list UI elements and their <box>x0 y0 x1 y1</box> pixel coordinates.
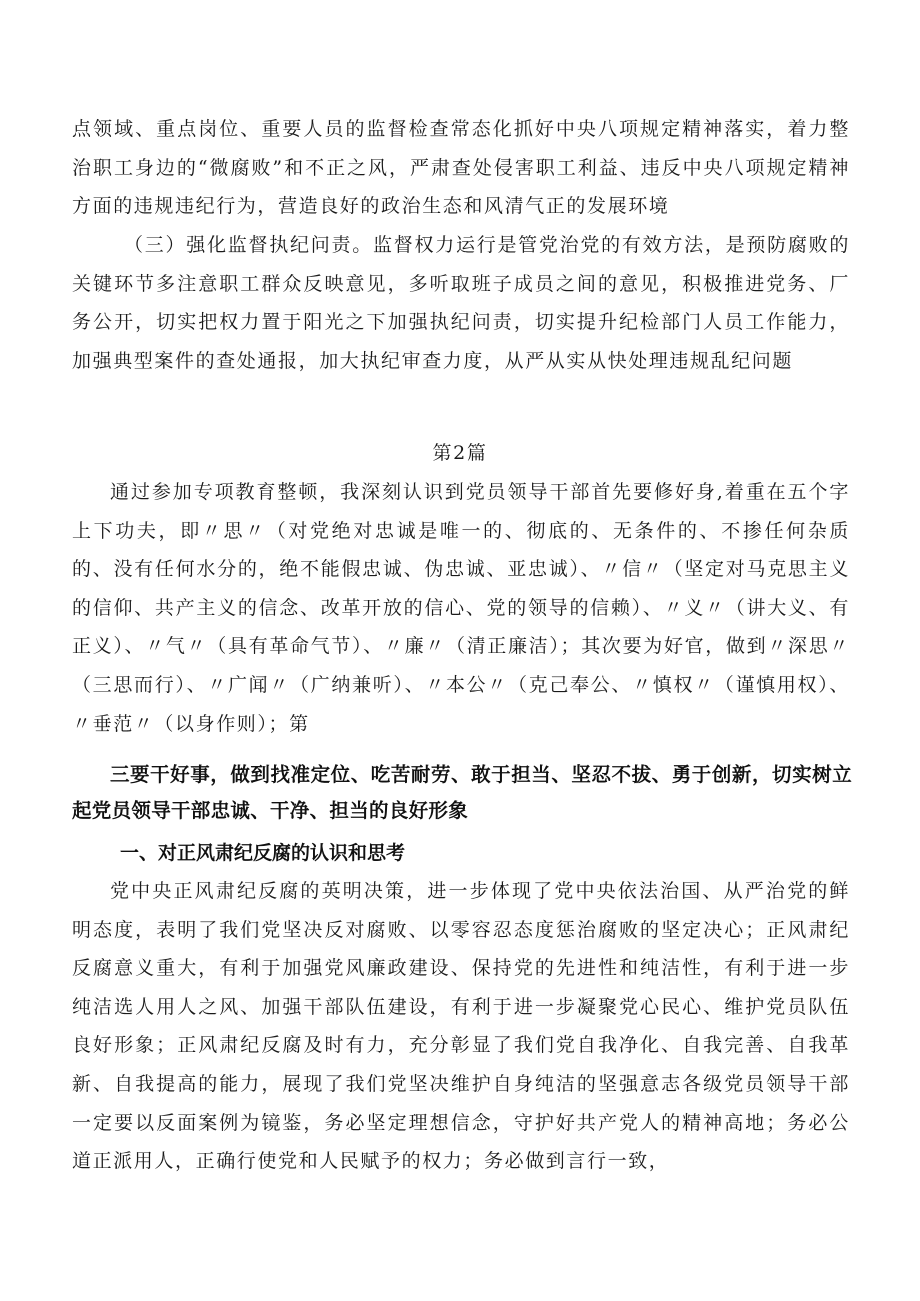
paragraph-supervision-focus: 点领域、重点岗位、重要人员的监督检查常态化抓好中央八项规定精神落实，着力整治职工身边的“微腐败”和不正之风，严肃查处侵害职工利益、违反中央八项规定精神方面的违规违纪行为，营造良好的政治生态和风清气正的发展环境 <box>72 118 850 218</box>
heading-anti-corruption: 一、对正风肃纪反腐的认识和思考 <box>120 842 406 864</box>
paragraph-do-good-deeds: 三要干好事，做到找准定位、吃苦耐劳、敢于担当、坚忍不拔、勇于创新，切实树立起党员领导干部忠诚、干净、担当的良好形象 <box>72 763 852 822</box>
paragraph-education-rectification: 通过参加专项教育整顿，我深刻认识到党员领导干部首先要修好身,着重在五个字上下功夫，即〃思〃（对党绝对忠诚是唯一的、彻底的、无条件的、不掺任何杂质的、没有任何水分的，绝不能假忠诚、伪忠诚、亚忠诚）、〃信〃（坚定对马克思主义的信仰、共产主义的信念、改革开放的信心、党的领导的信赖）、〃义〃（讲大义、有正义）、〃气〃（具有革命气节）、〃廉〃（清正廉洁）；其次要为好官，做到〃深思〃（三思而行）、〃广闻〃（广纳兼听）、〃本公〃（克己奉公、〃慎权〃（谨慎用权）、〃垂范〃（以身作则）；第 <box>72 481 850 735</box>
paragraph-strengthen-supervision: （三）强化监督执纪问责。监督权力运行是管党治党的有效方法，是预防腐败的关键环节多注意职工群众反映意见，多听取班子成员之间的意见，积极推进党务、厂务公开，切实把权力置于阳光之下加强执纪问责，切实提升纪检部门人员工作能力，加强典型案件的查处通报，加大执纪审查力度，从严从实从快处理违规乱纪问题 <box>72 234 850 372</box>
section-title: 第2篇 <box>432 442 488 464</box>
paragraph-anti-corruption-reflection: 党中央正风肃纪反腐的英明决策，进一步体现了党中央依法治国、从严治党的鲜明态度，表明了我们党坚决反对腐败、以零容忍态度惩治腐败的坚定决心；正风肃纪反腐意义重大，有利于加强党风廉政建设、保持党的先进性和纯洁性，有利于进一步纯洁选人用人之风、加强干部队伍建设，有利于进一步凝聚党心民心、维护党员队伍良好形象；正风肃纪反腐及时有力，充分彰显了我们党自我净化、自我完善、自我革新、自我提高的能力，展现了我们党坚决维护自身纯洁的坚强意志各级党员领导干部一定要以反面案例为镜鉴，务必坚定理想信念，守护好共产党人的精神高地；务必公道正派用人，正确行使党和人民赋予的权力；务必做到言行一致， <box>72 880 850 1173</box>
